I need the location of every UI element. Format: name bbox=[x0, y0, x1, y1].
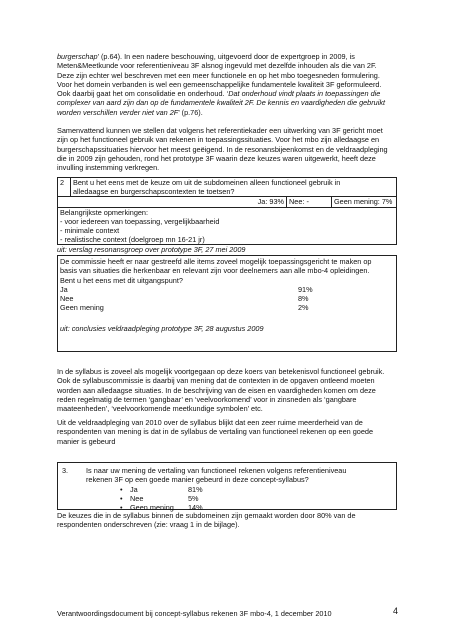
intro-line: Meten&Meetkunde voor referentieniveau 3F alsnog ingevuld met dezelfde inhouden als die van 2F. bbox=[57, 61, 377, 71]
resonance-table bbox=[57, 177, 397, 245]
consultation-2010-paragraph bbox=[57, 418, 397, 446]
remarks-cell bbox=[58, 207, 397, 245]
intro-citation: ’ (p.76). bbox=[178, 107, 203, 117]
bullet-icon: • bbox=[120, 493, 123, 503]
box2-line: basis van situaties die herkenbaar en relevant zijn voor deelnemers aan alle mbo-4 opleidingen. bbox=[60, 266, 370, 276]
paragraph-line: reden regelmatig de termen ‘gangbaar’ en ‘veelvoorkomend’ voor in zinsneden als ‘gangbare bbox=[57, 394, 357, 404]
summary-line: zijn op het functioneel gebruik van rekenen in toepassingssituaties. Voor het mbo zijn alledaagse en bbox=[57, 135, 380, 145]
question-number: 3. bbox=[62, 466, 69, 475]
paragraph-line: maateenheden’, ‘veelvoorkomende meetkundige symbolen’ etc. bbox=[57, 404, 263, 414]
page-number: 4 bbox=[393, 606, 399, 616]
summary-line: invulling instemming verkregen. bbox=[57, 163, 160, 173]
summary-line: Samenvattend kunnen we stellen dat volgens het referentiekader een uitwerking van 3F gericht moet bbox=[57, 126, 383, 135]
page-footer: Verantwoordingsdocument bij concept-syllabus rekenen 3F mbo-4, 1 december 2010 bbox=[57, 609, 332, 618]
paragraph-line: De keuzes die in de syllabus binnen de subdomeinen zijn gemaakt worden door 80% van de bbox=[57, 511, 356, 520]
intro-line: Deze zijn echter wel beschreven met een meer functionele en op het mbo toegesneden formulering. bbox=[57, 70, 380, 80]
paragraph-line: Uit de veldraadpleging van 2010 over de syllabus blijkt dat een zeer ruime meerderheid van de bbox=[57, 418, 363, 427]
intro-quote: complexer van aard zijn dan op de fundamentele kwaliteit 2F. De kennis en vaardigheden die gebruikt bbox=[57, 98, 386, 108]
answer-row: Geen mening 2% bbox=[60, 303, 309, 313]
answer-row: Ja 91% bbox=[60, 284, 313, 294]
subdomain-choice-paragraph bbox=[57, 511, 397, 530]
answer-row: • Ja 81% bbox=[120, 484, 203, 494]
question-number: 2 bbox=[58, 178, 71, 197]
intro-quote: Dat onderhoud vindt plaats in toepassingen die bbox=[228, 89, 381, 99]
remark-item: - realistische context (doelgroep mn 16-21 jr) bbox=[60, 235, 205, 245]
intro-line: ’ (p.64). In een nadere beschouwing, uitgevoerd door de expertgroep in 2009, is bbox=[97, 52, 355, 61]
paragraph-line: Ook de syllabuscommissie is daarbij van mening dat de contexten in de opgaven ontleend moeten bbox=[57, 376, 375, 386]
paragraph-line: manier is gebeurd bbox=[57, 436, 116, 446]
answer-row: Nee 8% bbox=[60, 294, 309, 304]
resonance-source: uit: verslag resonansgroep over prototype 3F, 27 mei 2009 bbox=[57, 245, 246, 255]
question3-box bbox=[57, 462, 397, 513]
summary-line: burgerschapssituaties hiervoor het meest geëigend. In de resonansbijeenkomst en de veldraadpleging bbox=[57, 144, 388, 154]
answer-ja: Ja: 93% bbox=[58, 197, 287, 207]
intro-line: Voor het domein verbanden is wel een gemeenschappelijke fundamentele kwaliteit 3F geformuleerd. bbox=[57, 79, 382, 89]
box2-line: Bent u het eens met dit uitgangspunt? bbox=[60, 275, 183, 285]
summary-line: die in 2009 zijn gehouden, rond het prototype 3F waarin deze keuzes waren uitgewerkt, heeft deze bbox=[57, 153, 376, 163]
remark-item: - minimale context bbox=[60, 226, 120, 236]
field-consultation-box bbox=[57, 255, 397, 352]
remarks-title: Belangrijkste opmerkingen: bbox=[60, 207, 149, 217]
summary-paragraph bbox=[57, 126, 397, 172]
answer-geen-mening: Geen mening: 7% bbox=[332, 197, 397, 207]
box2-line: De commissie heeft er naar gestreefd alle items zoveel mogelijk toepassingsgericht te maken op bbox=[60, 257, 372, 266]
resonance-table-box bbox=[57, 177, 397, 255]
intro-paragraph bbox=[57, 52, 397, 117]
answer-row: • Geen mening 14% bbox=[120, 503, 203, 513]
question-text: Is naar uw mening de vertaling van functioneel rekenen volgens referentieniveau bbox=[86, 466, 347, 475]
question-text: Bent u het eens met de keuze om uit de subdomeinen alleen functioneel gebruik in alledaagse en burgerschapscontexten te toetsen? bbox=[71, 178, 397, 197]
answer-row: • Nee 5% bbox=[120, 493, 199, 503]
remark-item: - voor iedereen van toepassing, vergelijkbaarheid bbox=[60, 216, 220, 226]
syllabus-paragraph bbox=[57, 367, 397, 413]
paragraph-line: respondenten onderschreven (zie: vraag 1 in de bijlage). bbox=[57, 520, 240, 530]
intro-line: Ook daarbij gaat het om consolidatie en onderhoud. ‘ bbox=[57, 89, 229, 99]
paragraph-line: In de syllabus is zoveel als mogelijk voortgegaan op deze koers van betekenisvol functioneel gebruik. bbox=[57, 367, 385, 376]
paragraph-line: worden aan alledaagse situaties. In de beschrijving van de eisen en vaardigheden komen om deze bbox=[57, 385, 376, 395]
field-consultation-source: uit: conclusies veldraadpleging prototype 3F, 28 augustus 2009 bbox=[60, 323, 264, 333]
paragraph-line: respondenten van mening is dat in de syllabus de vertaling van functioneel rekenen op een goede bbox=[57, 427, 374, 437]
bullet-icon: • bbox=[120, 503, 123, 513]
question-text: rekenen 3F op een goede manier gebeurd in deze concept-syllabus? bbox=[86, 475, 309, 485]
intro-quote: worden verschillen verder niet van 2F bbox=[57, 107, 179, 117]
answer-nee: Nee: - bbox=[287, 197, 332, 207]
intro-italic-term: burgerschap bbox=[57, 52, 98, 61]
bullet-icon: • bbox=[120, 484, 123, 494]
